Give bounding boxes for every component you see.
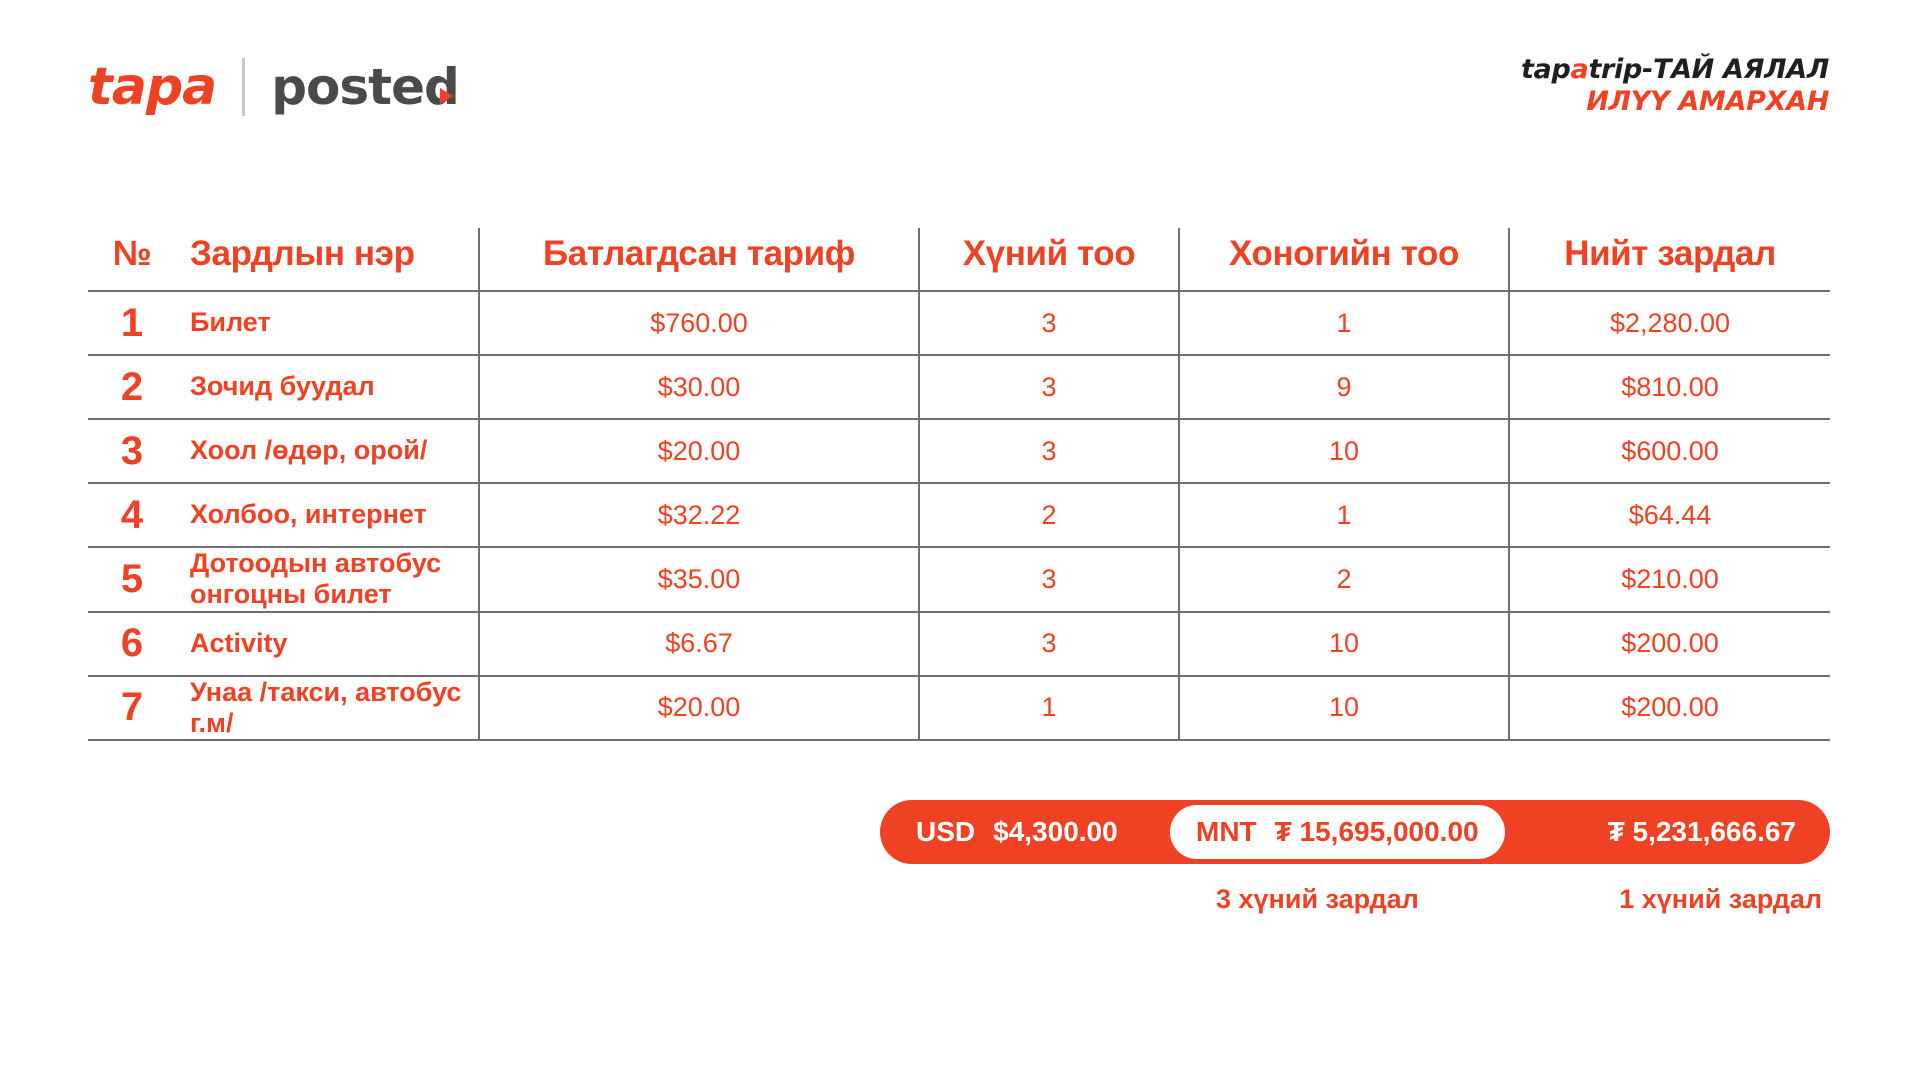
cell-days: 10 (1179, 676, 1509, 741)
tagline-line-1-part-c: trip-ТАЙ АЯЛАЛ (1588, 54, 1829, 85)
brand-divider (242, 58, 245, 116)
cell-days: 10 (1179, 612, 1509, 676)
total-usd-value: $4,300.00 (993, 816, 1118, 847)
cell-tariff: $20.00 (479, 676, 919, 741)
caption-three-people: 3 хүний зардал (1216, 884, 1419, 914)
table-row (88, 676, 1830, 741)
cell-days: 1 (1179, 483, 1509, 547)
tagline-line-2: ИЛҮҮ АМАРХАН (1586, 85, 1829, 117)
cell-index: 1 (88, 291, 176, 355)
table-row (88, 355, 1830, 419)
column-header-days: Хоногийн тоо (1179, 228, 1509, 291)
cell-name: Билет (176, 291, 479, 355)
play-triangle-icon (440, 88, 453, 104)
cell-name: Activity (176, 612, 479, 676)
column-header-index: № (88, 228, 176, 291)
cell-name: Дотоодын автобус онгоцны билет (176, 547, 479, 612)
total-per-person-value: ₮ 5,231,666.67 (1607, 816, 1796, 847)
column-header-tariff: Батлагдсан тариф (479, 228, 919, 291)
cell-people: 3 (919, 419, 1179, 483)
cell-total: $200.00 (1509, 676, 1830, 741)
cell-tariff: $20.00 (479, 419, 919, 483)
cell-days: 2 (1179, 547, 1509, 612)
cell-tariff: $6.67 (479, 612, 919, 676)
cell-total: $2,280.00 (1509, 291, 1830, 355)
cost-table-container (88, 228, 1830, 741)
cell-index: 7 (88, 676, 176, 741)
table-row (88, 612, 1830, 676)
brand-posted-text (271, 58, 459, 116)
tagline (1521, 54, 1829, 118)
cell-index: 6 (88, 612, 176, 676)
table-row (88, 483, 1830, 547)
page-header (0, 40, 1917, 150)
cell-people: 3 (919, 291, 1179, 355)
brand-tapa-text: tapa (88, 57, 217, 117)
cell-index: 5 (88, 547, 176, 612)
cell-people: 3 (919, 547, 1179, 612)
brand-posted-label: posted (271, 58, 459, 116)
cell-total: $64.44 (1509, 483, 1830, 547)
cell-index: 2 (88, 355, 176, 419)
column-header-name: Зардлын нэр (176, 228, 479, 291)
total-usd-label: USD (916, 816, 976, 847)
cell-days: 9 (1179, 355, 1509, 419)
cell-index: 3 (88, 419, 176, 483)
total-mnt-label: MNT (1196, 816, 1257, 847)
cell-days: 10 (1179, 419, 1509, 483)
cell-tariff: $35.00 (479, 547, 919, 612)
cell-people: 2 (919, 483, 1179, 547)
table-row (88, 547, 1830, 612)
tagline-line-1-part-a: tap (1520, 54, 1571, 85)
tagline-line-1-part-b: a (1570, 54, 1589, 85)
table-row (88, 419, 1830, 483)
totals-bar (880, 800, 1830, 914)
cell-total: $810.00 (1509, 355, 1830, 419)
table-body (88, 291, 1830, 740)
cell-name: Зочид буудал (176, 355, 479, 419)
cell-tariff: $760.00 (479, 291, 919, 355)
total-usd (916, 800, 1118, 864)
caption-one-person: 1 хүний зардал (1619, 884, 1822, 914)
table-row (88, 291, 1830, 355)
cell-total: $200.00 (1509, 612, 1830, 676)
cell-people: 3 (919, 612, 1179, 676)
column-header-people: Хүний тоо (919, 228, 1179, 291)
tagline-line-1 (1521, 54, 1829, 86)
cell-name: Унаа /такси, автобус г.м/ (176, 676, 479, 741)
total-mnt (1170, 805, 1505, 859)
brand-logo (88, 58, 459, 116)
cell-people: 1 (919, 676, 1179, 741)
cell-tariff: $30.00 (479, 355, 919, 419)
column-header-total: Нийт зардал (1509, 228, 1830, 291)
cell-people: 3 (919, 355, 1179, 419)
total-mnt-value: ₮ 15,695,000.00 (1274, 816, 1479, 847)
cell-total: $210.00 (1509, 547, 1830, 612)
cell-tariff: $32.22 (479, 483, 919, 547)
cost-table (88, 228, 1830, 741)
cell-total: $600.00 (1509, 419, 1830, 483)
cell-days: 1 (1179, 291, 1509, 355)
table-header-row (88, 228, 1830, 291)
cell-name: Хоол /өдөр, орой/ (176, 419, 479, 483)
total-per-person (1608, 800, 1796, 864)
cell-index: 4 (88, 483, 176, 547)
cell-name: Холбоо, интернет (176, 483, 479, 547)
